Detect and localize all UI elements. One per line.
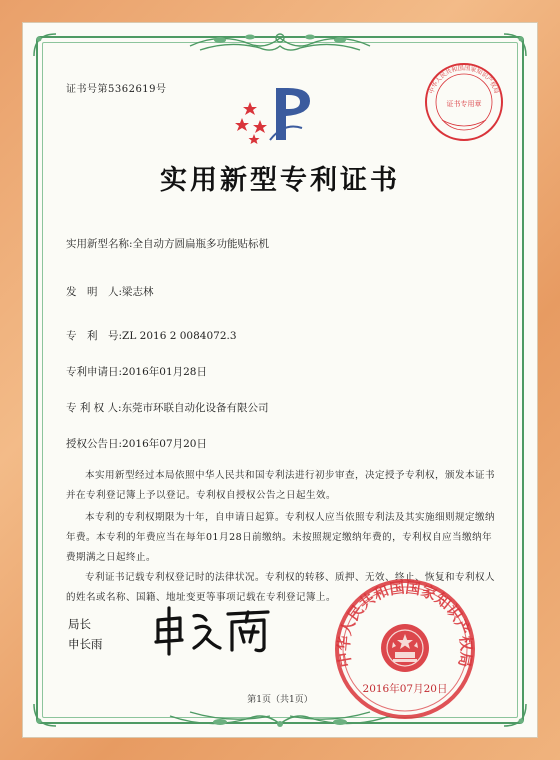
field-inventor-label: 发 明 人: [66,286,123,298]
seal-ring-text: 中华人民共和国国家知识产权局 [334,578,476,669]
page-indicator: 第1页（共1页） [247,695,313,705]
corner-ornament-icon [500,30,530,60]
patent-office-logo-icon [232,82,322,146]
field-grant-date [66,436,207,451]
certificate-stamp-icon [422,60,506,144]
field-holder-label: 专 利 权 人: [66,402,122,414]
small-stamp-ring-text: 中华人民共和国国家知识产权局 [428,64,500,95]
corner-ornament-icon [30,30,60,60]
small-stamp-center-text: 证书专用章 [446,100,482,108]
field-grant-value: 2016年07月20日 [122,438,207,450]
field-filing-date [66,364,207,379]
field-filing-label: 专利申请日: [66,366,123,378]
field-patent-number [66,328,237,343]
field-name-value: 全自动方圆扁瓶多功能贴标机 [132,238,270,250]
body-paragraph-3: 专利证书记载专利权登记时的法律状况。专利权的转移、质押、无效、终止、恢复和专利权人的姓名或名称、国籍、地址变更等事项记载在专利登记簿上。 [66,572,496,603]
field-patent-value: ZL 2016 2 0084072.3 [122,330,237,342]
director-title: 局长 [68,617,91,631]
director-name: 申长雨 [68,637,103,651]
body-paragraph-2: 本专利的专利权期限为十年，自申请日起算。专利权人应当依照专利法及其实施细则规定缴纳年费。本专利的年费应当在每年01月28日前缴纳。未按照规定缴纳年费的，专利权自应当缴纳年费期满之日起终止。 [66,512,496,563]
director-signature [150,602,280,658]
top-ornament-icon [180,28,380,58]
certificate-number: 证书号第5362619号 [66,84,167,95]
field-grant-label: 授权公告日: [66,438,123,450]
field-holder [66,400,269,415]
body-paragraph-1: 本实用新型经过本局依照中华人民共和国专利法进行初步审查，决定授予专利权，颁发本证书并在专利登记簿上予以登记。专利权自授权公告之日起生效。 [66,470,496,501]
seal-date-text: 2016年07月20日 [362,683,448,695]
field-inventor [66,284,154,299]
certificate-paper [22,22,538,738]
certificate-title: 实用新型专利证书 [160,165,400,196]
field-holder-value: 东莞市环联自动化设备有限公司 [121,402,269,414]
field-inventor-value: 梁志林 [122,286,154,298]
field-name-label: 实用新型名称: [66,238,133,250]
field-name [66,236,269,251]
field-filing-value: 2016年01月28日 [122,366,207,378]
field-patent-label: 专 利 号: [66,330,123,342]
